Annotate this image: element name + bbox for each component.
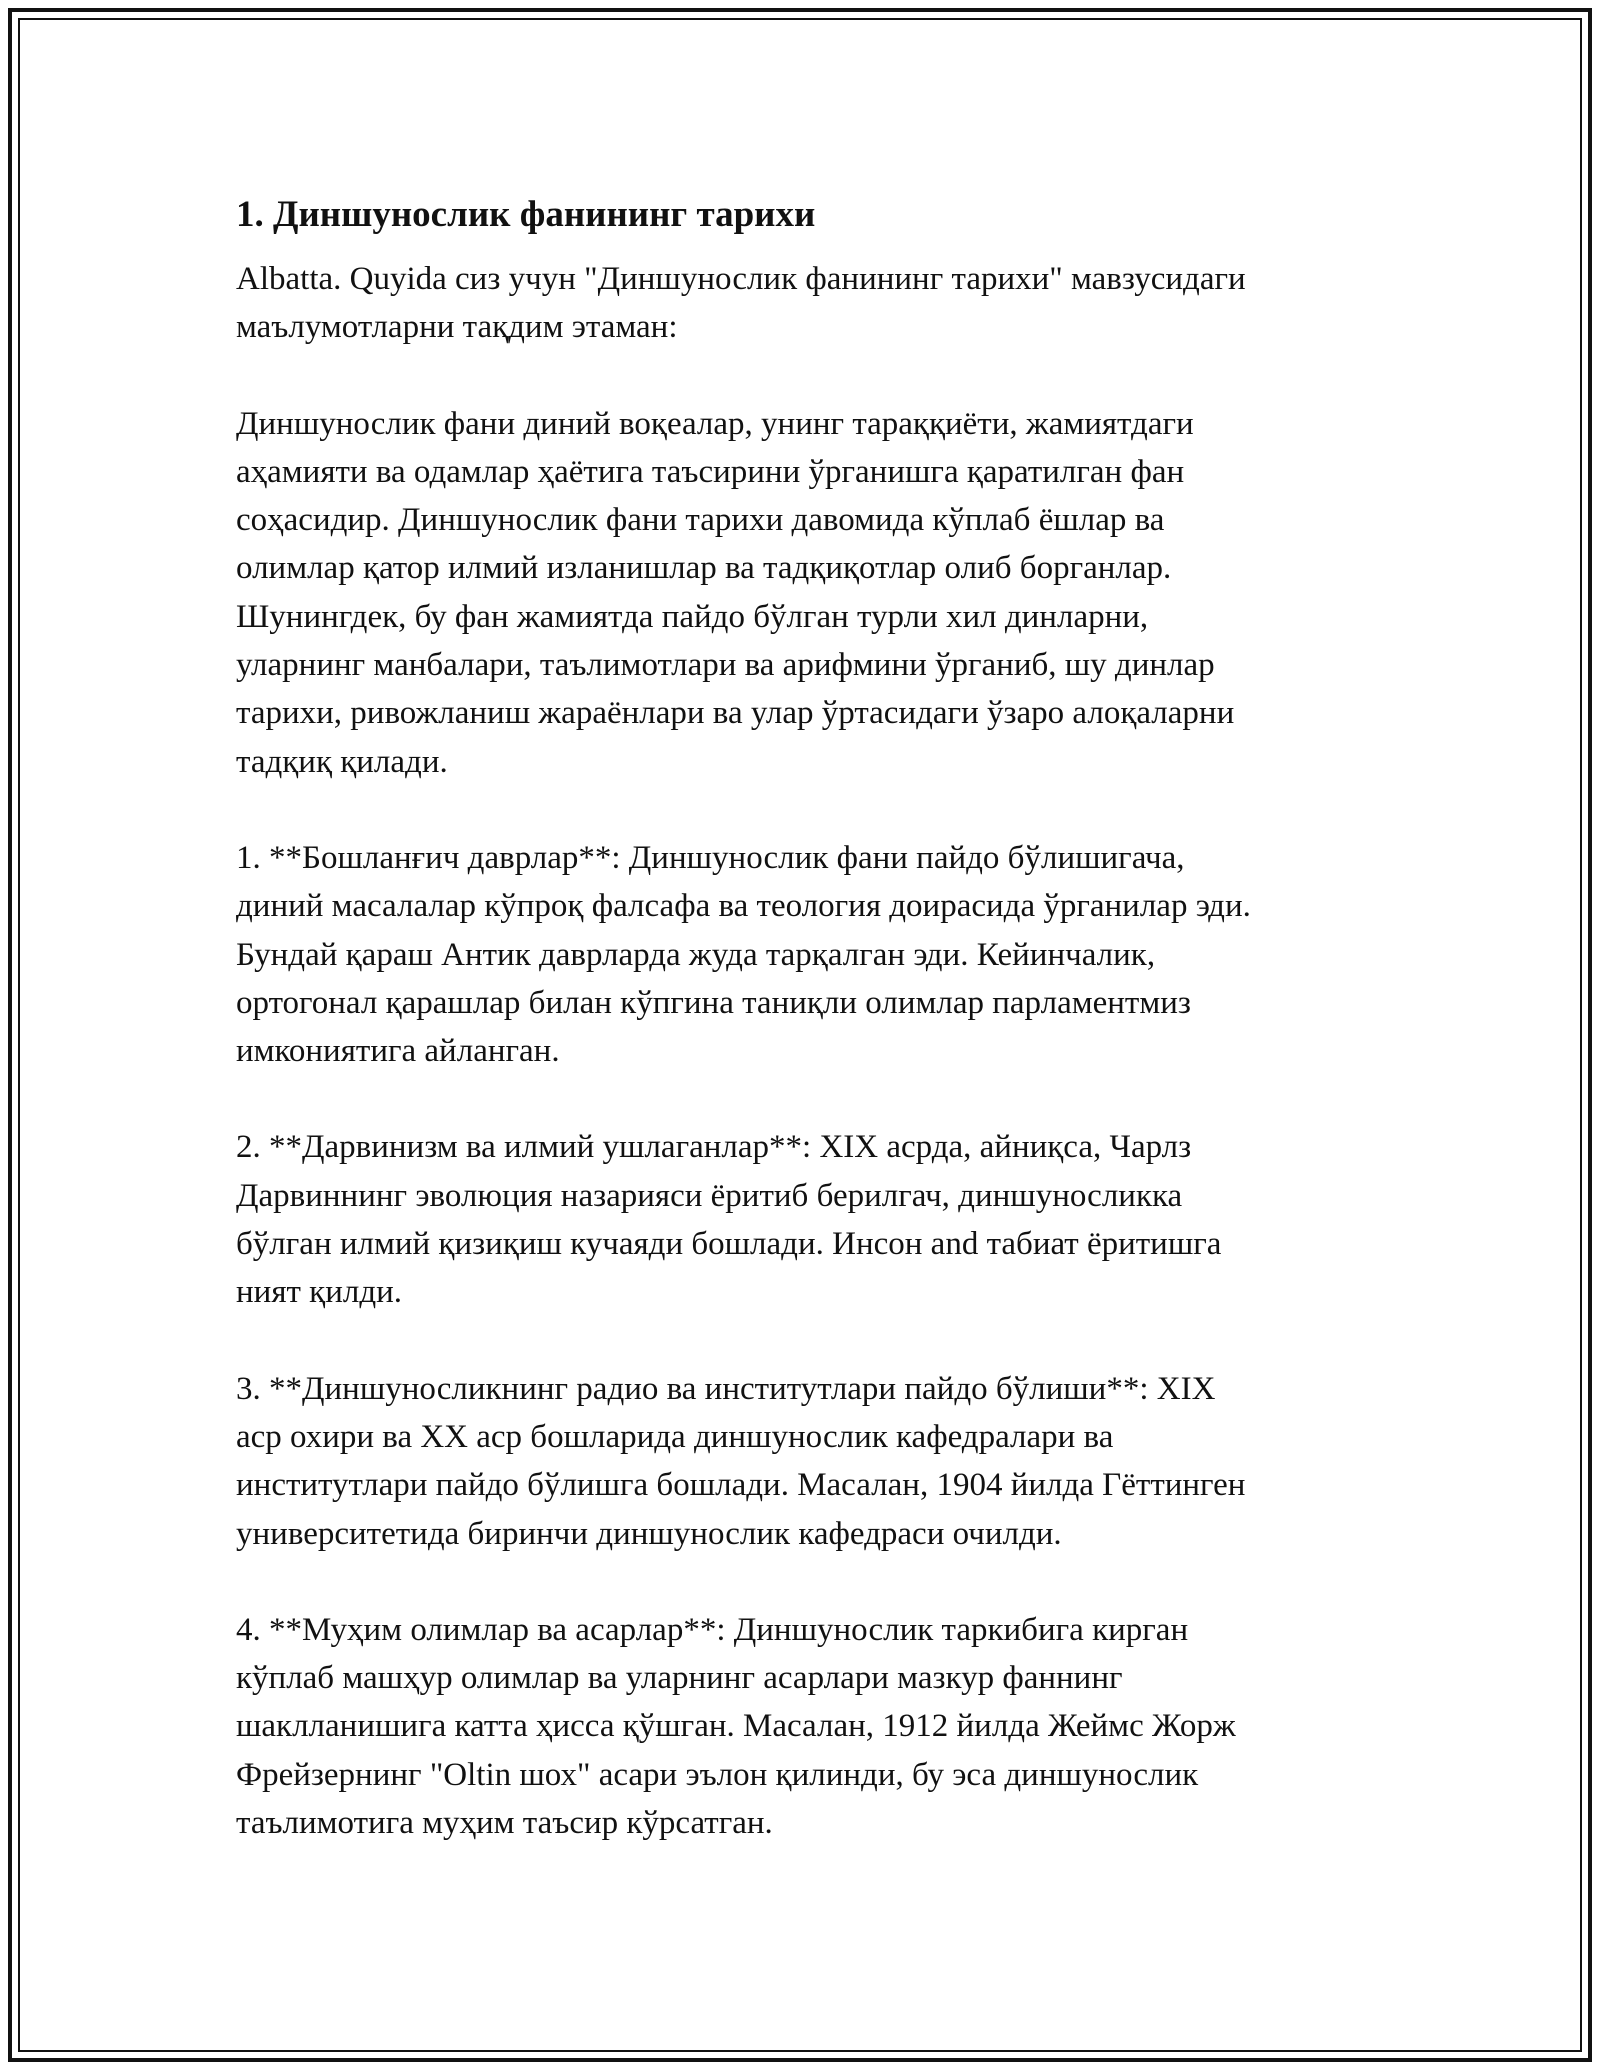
list-item-2: 2. **Дарвинизм ва илмий ушлаганлар**: XIX асрда, айниқса, Чарлз Дарвиннинг эволюция назарияси ёритиб берилгач, диншуносликка бўлган илмий қизиқиш кучаяди бошлади. Инсон and табиат ёритишга ният қилди.: [236, 1129, 1222, 1311]
list-item-1: 1. **Бошланғич даврлар**: Диншунослик фани пайдо бўлишигача, диний масалалар кўпроқ фалсафа ва теология доирасида ўрганилар эди. Бундай қараш Антик даврларда жуда тарқалган эди. Кейинчалик, ортогонал қарашлар билан кўпгина таниқли олимлар парламентмиз имкониятига айланган.: [236, 839, 1251, 1070]
intro-paragraph: Albatta. Quyida сиз учун "Диншунослик фанининг тарихи" мавзусидаги маълумотларни тақдим этаман:: [236, 261, 1246, 346]
overview-paragraph: Диншунослик фани диний воқеалар, унинг тараққиёти, жамиятдаги aҳамияти ва одамлар ҳаётига таъсирини ўрганишга қаратилган фан соҳасидир. Диншунослик фани тарихи давомида кўплаб ёшлар ва олимлар қатор илмий изланишлар ва тадқиқотлар олиб борганлар. Шунингдек, бу фан жамиятда пайдо бўлган турли хил динларни, уларнинг манбалари, таълимотлари ва арифмини ўрганиб, шу динлар тарихи, ривожланиш жараёнлари ва улар ўртасидаги ўзаро алоқаларни тадқиқ қилади.: [236, 405, 1235, 780]
list-item-3: 3. **Диншуносликнинг радио ва институтлари пайдо бўлиши**: XIX аср охири ва XX аср бошларида диншунослик кафедралари ва институтлари пайдо бўлишга бошлади. Масалан, 1904 йилда Гёттинген университетида биринчи диншунослик кафедраси очилди.: [236, 1370, 1246, 1552]
document-body: [236, 188, 1366, 1847]
document-title: 1. Диншунослик фанининг тарихи: [236, 194, 816, 235]
list-item-4: 4. **Муҳим олимлар ва асарлар**: Диншунослик таркибига кирган кўплаб машҳур олимлар ва уларнинг асарлари мазкур фаннинг шаклланишига катта ҳисса қўшган. Масалан, 1912 йилда Жеймс Жорж Фрейзернинг "Oltin шох" асари эълон қилинди, бу эса диншунослик таълимотига муҳим таъсир кўрсатган.: [236, 1611, 1236, 1842]
